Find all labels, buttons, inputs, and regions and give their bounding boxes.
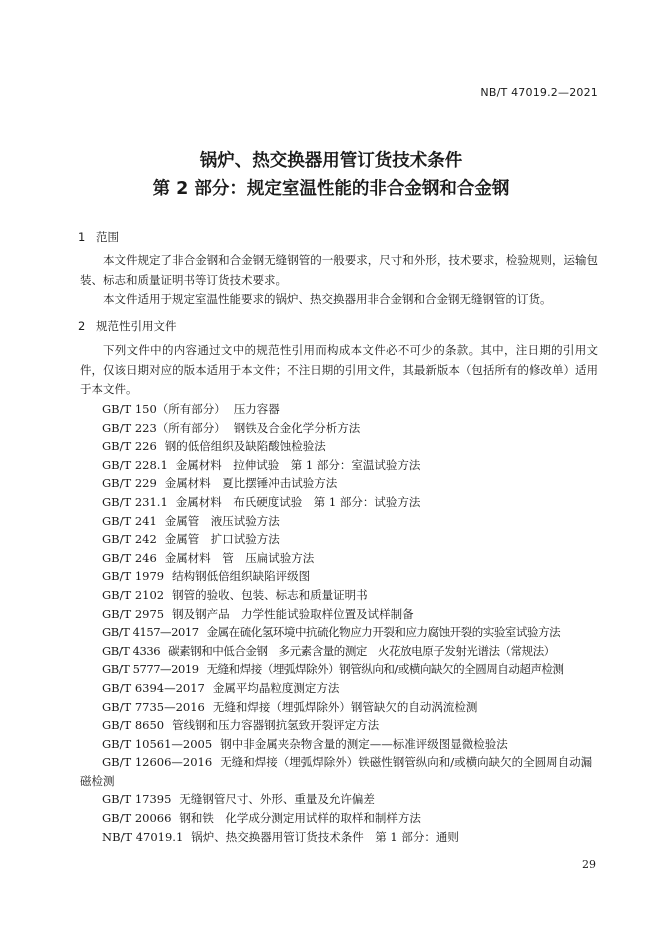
document-title-line1: 锅炉、热交换器用管订货技术条件 <box>199 151 463 171</box>
reference-item <box>80 474 600 493</box>
reference-item <box>80 419 600 438</box>
reference-title: 金属材料 夏比摆锤冲击试验方法 <box>164 476 338 491</box>
reference-title: 金属管 扩口试验方法 <box>164 532 280 547</box>
reference-code: GB/T 223（所有部分） <box>102 420 226 435</box>
document-title-line2: 第 2 部分：规定室温性能的非合金钢和合金钢 <box>152 179 510 199</box>
reference-item <box>80 605 600 624</box>
reference-title: 金属在硫化氢环境中抗硫化物应力开裂和应力腐蚀开裂的实验室试验方法 <box>206 625 561 640</box>
reference-code: GB/T 150（所有部分） <box>102 402 226 416</box>
reference-title: 金属材料 拉伸试验 第 1 部分：室温试验方法 <box>175 457 421 472</box>
reference-code: GB/T 229 <box>102 476 157 491</box>
reference-item <box>80 679 600 698</box>
reference-title: 压力容器 <box>233 402 280 416</box>
reference-title: 金属材料 布氏硬度试验 第 1 部分：试验方法 <box>175 494 421 509</box>
section-1-heading <box>78 229 119 245</box>
reference-title: 钢及钢产品 力学性能试验取样位置及试样制备 <box>172 606 414 621</box>
reference-item <box>80 660 600 679</box>
reference-code: GB/T 226 <box>102 439 157 454</box>
reference-code: GB/T 242 <box>102 532 157 547</box>
reference-code: GB/T 228.1 <box>102 457 168 472</box>
reference-title: 无缝和焊接（埋弧焊除外）钢管缺欠的自动涡流检测 <box>212 699 478 714</box>
reference-title: 锅炉、热交换器用管订货技术条件 第 1 部分：通则 <box>191 829 459 844</box>
reference-code: GB/T 2102 <box>102 587 165 602</box>
reference-item <box>80 735 600 754</box>
reference-item <box>80 828 600 847</box>
reference-title: 管线钢和压力容器钢抗氢致开裂评定方法 <box>172 718 380 733</box>
reference-item <box>80 809 600 828</box>
reference-code: GB/T 241 <box>102 513 157 528</box>
reference-title: 钢铁及合金化学分析方法 <box>233 420 361 435</box>
reference-title: 无缝和焊接（埋弧焊除外）钢管纵向和/或横向缺欠的全圆周自动超声检测 <box>206 662 564 677</box>
reference-item <box>80 456 600 475</box>
reference-code: GB/T 6394—2017 <box>102 680 205 695</box>
section-2-heading <box>78 318 177 334</box>
section-1-title: 范围 <box>96 230 119 244</box>
page-number: 29 <box>582 858 596 871</box>
reference-title: 钢的低倍组织及缺陷酸蚀检验法 <box>164 439 326 454</box>
reference-title: 钢和铁 化学成分测定用试样的取样和制样方法 <box>179 811 421 826</box>
reference-code: GB/T 4157—2017 <box>102 625 199 640</box>
section-2-title: 规范性引用文件 <box>96 319 177 333</box>
reference-code: GB/T 5777—2019 <box>102 662 199 677</box>
section-2-paragraph-1: 下列文件中的内容通过文中的规范性引用而构成本文件必不可少的条款。其中，注日期的引用文件，仅该日期对应的版本适用于本文件；不注日期的引用文件，其最新版本（包括所有的修改单）适用于本文件。 <box>80 343 598 396</box>
reference-item <box>80 716 600 735</box>
reference-item <box>80 567 600 586</box>
reference-code: GB/T 17395 <box>102 792 172 807</box>
reference-title: 金属管 液压试验方法 <box>164 513 280 528</box>
reference-code: GB/T 20066 <box>102 811 172 826</box>
reference-code: NB/T 47019.1 <box>102 829 184 844</box>
reference-title: 钢管的验收、包装、标志和质量证明书 <box>172 587 368 602</box>
section-1-number: 1 <box>78 230 86 244</box>
reference-item <box>80 512 600 531</box>
reference-title: 无缝和焊接（埋弧焊除外）铁磁性钢管纵向和/或横向缺欠的全圆周自动漏磁检测 <box>80 755 593 788</box>
reference-item <box>80 400 600 419</box>
reference-title: 钢中非金属夹杂物含量的测定——标准评级图显微检验法 <box>220 736 508 751</box>
reference-item <box>80 623 600 642</box>
reference-code: GB/T 1979 <box>102 569 165 584</box>
reference-code: GB/T 7735—2016 <box>102 699 205 714</box>
reference-item <box>80 586 600 605</box>
reference-item <box>80 437 600 456</box>
reference-title: 金属材料 管 压扁试验方法 <box>164 550 315 565</box>
reference-item <box>80 790 600 809</box>
reference-code: GB/T 231.1 <box>102 494 168 509</box>
reference-item <box>80 642 600 661</box>
reference-code: GB/T 4336 <box>102 643 161 658</box>
section-2-number: 2 <box>78 319 86 333</box>
reference-title: 结构钢低倍组织缺陷评级图 <box>172 569 311 584</box>
reference-item <box>80 493 600 512</box>
reference-item <box>80 753 600 790</box>
reference-code: GB/T 10561—2005 <box>102 736 213 751</box>
reference-code: GB/T 12606—2016 <box>102 755 213 770</box>
reference-title: 碳素钢和中低合金钢 多元素含量的测定 火花放电原子发射光谱法（常规法） <box>168 643 555 658</box>
reference-code: GB/T 246 <box>102 550 157 565</box>
reference-code: GB/T 8650 <box>102 718 165 733</box>
reference-title: 无缝钢管尺寸、外形、重量及允许偏差 <box>179 792 375 807</box>
section-1-paragraph-2: 本文件适用于规定室温性能要求的锅炉、热交换器用非合金钢和合金钢无缝钢管的订货。 <box>103 292 552 306</box>
normative-references-list <box>80 400 600 846</box>
reference-title: 金属平均晶粒度测定方法 <box>212 680 340 695</box>
reference-code: GB/T 2975 <box>102 606 165 621</box>
reference-item <box>80 549 600 568</box>
reference-item <box>80 698 600 717</box>
reference-item <box>80 530 600 549</box>
standard-number: NB/T 47019.2—2021 <box>480 86 598 99</box>
section-1-paragraph-1: 本文件规定了非合金钢和合金钢无缝钢管的一般要求，尺寸和外形，技术要求，检验规则，运输包装、标志和质量证明书等订货技术要求。 <box>80 253 598 287</box>
